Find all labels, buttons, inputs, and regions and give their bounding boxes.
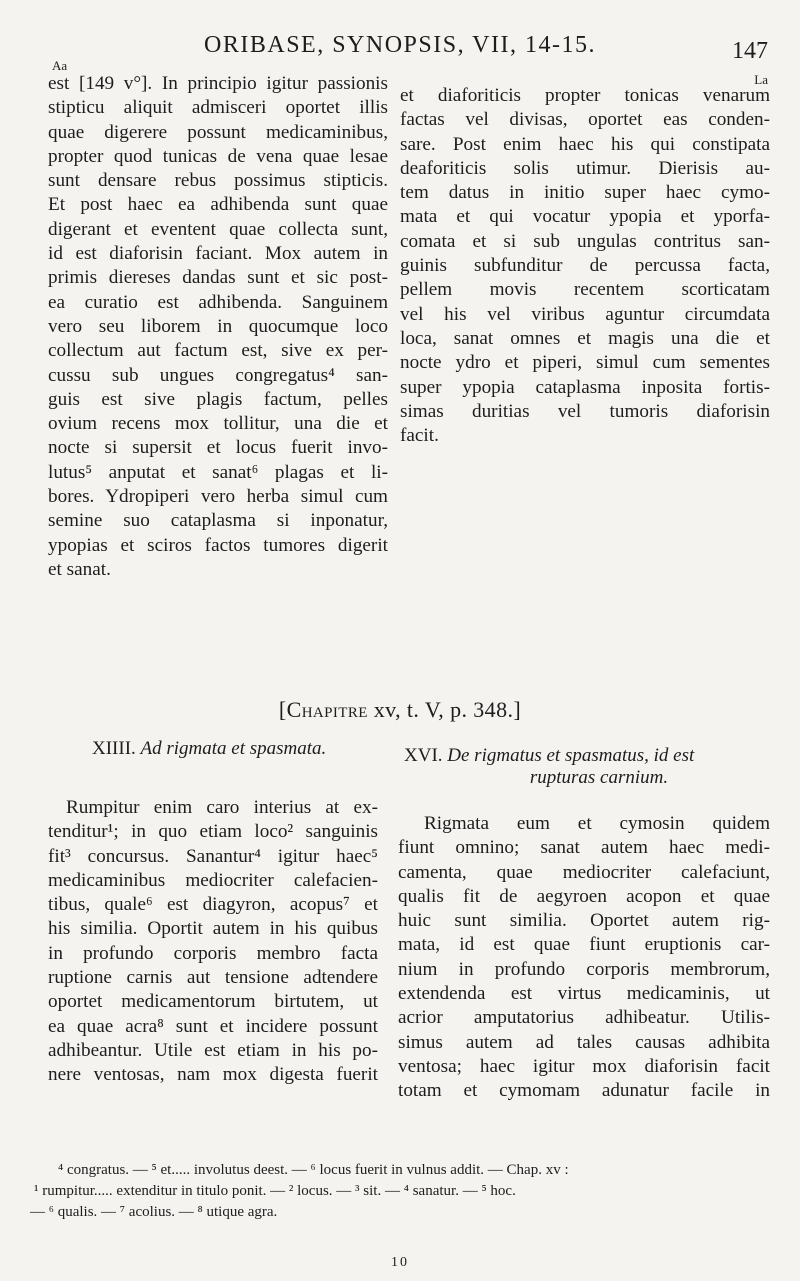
text-line: ypopias et sciros factos tumores digerit <box>48 534 388 556</box>
text-line: ruptione carnis aut tensione adtendere <box>48 967 378 989</box>
left-section-text <box>48 796 378 1088</box>
text-line: loca, sanat omnes et magis una die et <box>400 327 770 349</box>
text-line: est [149 v°]. In principio igitur passionis <box>48 73 388 94</box>
chapter-bracket: [ <box>278 697 287 722</box>
text-line: oportet medicamentorum birtutem, ut <box>48 991 378 1013</box>
text-line: factas vel divisas, oportet eas conden- <box>400 109 770 131</box>
running-title: ORIBASE, SYNOPSIS, VII, 14-15. <box>204 32 596 58</box>
text-line: nocte ydro et piperi, simul cum sementes <box>400 352 770 374</box>
text-line: cussu sub ungues congregatus⁴ san- <box>48 364 388 386</box>
text-line: sare. Post enim haec his qui constipata <box>400 133 770 155</box>
footnote-line: — ⁶ qualis. — ⁷ acolius. — ⁸ utique agra. <box>30 1204 278 1220</box>
text-line: in profundo corporis membro facta <box>48 942 378 964</box>
section-title-text: rupturas carnium. <box>529 767 669 788</box>
text-line: qualis fit de aegyroen acopon et quae <box>398 885 770 907</box>
text-line: nocte si supersit et locus fuerit invo- <box>48 437 388 459</box>
text-line: tibus, quale⁶ est diagyron, acopus⁷ et <box>48 894 378 916</box>
text-line: vel his vel viribus aguntur circumdata <box>400 303 770 325</box>
text-line: super ypopia cataplasma inposita fortis- <box>400 376 770 398</box>
text-line: guis est sive plagis factum, pelles <box>48 388 388 410</box>
text-line: totam et cymomam adunatur facile in <box>398 1080 770 1102</box>
text-line: huic sunt similia. Oportet autem rig- <box>398 910 770 932</box>
text-line: quae digerere possunt medicaminibus, <box>48 121 388 143</box>
section-title-text: Ad rigmata et spasmata. <box>140 738 327 759</box>
text-line: simas duritias vel tumoris diaforisin <box>400 400 770 422</box>
text-line: acrior amputatorius adhibeatur. Utilis- <box>398 1007 770 1029</box>
text-line: primis diereses dandas sunt et sic post- <box>48 267 388 289</box>
left-margin-marker: Aa <box>52 58 68 73</box>
text-line: id est diaforisin faciant. Mox autem in <box>48 243 388 265</box>
text-line: deaforiticis solis utimur. Dierisis au- <box>400 157 770 179</box>
text-line: adhibeantur. Utile est etiam in his po- <box>48 1039 378 1061</box>
section-numeral: XVI. <box>404 745 443 766</box>
text-line: nium in profundo corporis membrorum, <box>398 958 770 980</box>
text-line: nere ventosas, nam mox digesta fuerit <box>48 1064 378 1086</box>
signature-mark: 10 <box>391 1255 409 1270</box>
section-numeral: XIIII. <box>92 738 136 759</box>
text-line: ea quae acra⁸ sunt et incidere possunt <box>48 1015 378 1037</box>
page-number: 147 <box>732 38 768 64</box>
text-line: stipticu aliquit admisceri oportet illis <box>48 97 388 119</box>
text-line: tem datus in initio super haec cymo- <box>400 182 770 204</box>
text-line: fiunt omnino; sanat autem haec medi- <box>398 837 770 859</box>
section-title-text: De rigmatus et spasmatus, id est <box>447 745 695 766</box>
text-line: collectum aut factum est, sive ex per- <box>48 340 388 362</box>
text-line: Rigmata eum et cymosin quidem <box>424 813 770 834</box>
text-line: facit. <box>400 425 439 447</box>
text-line: mata, id est quae fiunt eruptionis car- <box>398 934 770 956</box>
text-line: pellem movis recentem scorticatam <box>400 279 770 301</box>
footnote-line: ¹ rumpitur..... extenditur in titulo ponit. — ² locus. — ³ sit. — ⁴ sanatur. — ⁵ hoc. <box>34 1183 516 1199</box>
text-line: et sanat. <box>48 558 111 580</box>
left-column-text <box>48 72 388 582</box>
text-line: his similia. Oportit autem in his quibus <box>48 918 378 940</box>
footnotes <box>30 1160 780 1223</box>
text-line: ea curatio est adhibenda. Sanguinem <box>48 291 388 313</box>
chapter-heading <box>0 697 800 723</box>
text-line: bores. Ydropiperi vero herba simul cum <box>48 486 388 508</box>
text-line: propter quod tunicas de vena quae lesae <box>48 145 388 167</box>
text-line: tenditur¹; in quo etiam loco² sanguinis <box>48 821 378 843</box>
text-line: guinis subfunditur de percussa facta, <box>400 255 770 277</box>
text-line: ventosa; haec igitur mox diaforisin facit <box>398 1055 770 1077</box>
text-line: Et post haec ea adhibenda sunt quae <box>48 194 388 216</box>
right-column-text <box>400 84 770 448</box>
text-line: mata et qui vocatur ypopia et yporfa- <box>400 206 770 228</box>
right-section-text <box>398 812 770 1104</box>
text-line: digerant et eventent quae collecta sunt, <box>48 218 388 240</box>
right-section-title <box>404 745 770 789</box>
chapter-reference: xv, t. V, p. 348.] <box>367 697 522 722</box>
text-line: lutus⁵ anputat et sanat⁶ plagas et li- <box>48 461 388 483</box>
text-line: Rumpitur enim caro interius at ex- <box>66 797 378 818</box>
footnote-line: ⁴ congratus. — ⁵ et..... involutus deest. — ⁶ locus fuerit in vulnus addit. — Chap. xv : <box>58 1162 569 1178</box>
text-line: et diaforiticis propter tonicas venarum <box>400 85 770 106</box>
text-line: sunt densare rebus possimus stipticis. <box>48 170 388 192</box>
text-line: fit³ concursus. Sanantur⁴ igitur haec⁵ <box>48 845 378 867</box>
text-line: ovium recens mox tollitur, una die et <box>48 413 388 435</box>
right-margin-marker: La <box>754 72 768 87</box>
text-line: comata et si sub ungulas contritus san- <box>400 230 770 252</box>
text-line: vero seu liborem in quocumque loco <box>48 315 388 337</box>
text-line: simus autem ad tales causas adhibita <box>398 1031 770 1053</box>
left-section-title <box>92 738 326 760</box>
text-line: semine suo cataplasma si inponatur, <box>48 510 388 532</box>
text-line: extendenda est virtus medicaminis, ut <box>398 983 770 1005</box>
text-line: camenta, quae mediocriter calefaciunt, <box>398 861 770 883</box>
chapter-label: Chapitre <box>286 697 368 722</box>
text-line: medicaminibus mediocriter calefacien- <box>48 869 378 891</box>
